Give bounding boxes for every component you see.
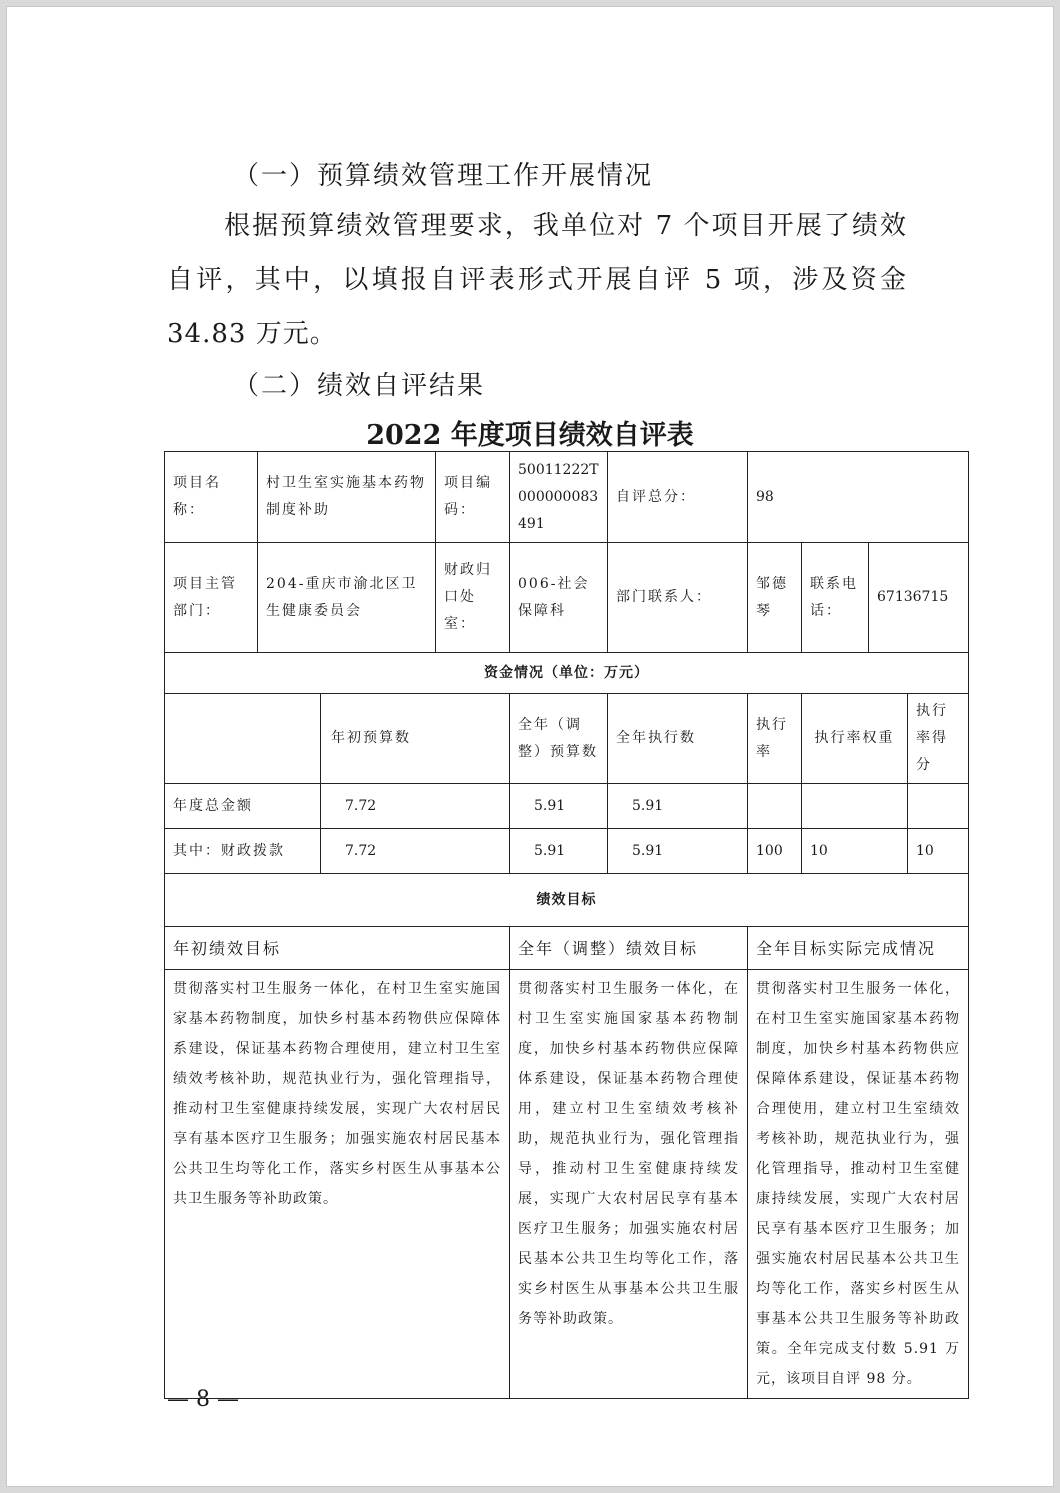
table-row <box>165 874 969 927</box>
document-page <box>6 6 1054 1487</box>
cell-execution-score <box>908 784 969 829</box>
contact-label: 部门联系人： <box>608 543 748 653</box>
row-label: 年度总金额 <box>165 784 321 829</box>
table-row <box>165 452 969 543</box>
table-row <box>165 784 969 829</box>
project-code-value: 50011222T000000083491 <box>510 452 608 543</box>
project-name-label: 项目名称： <box>165 452 258 543</box>
table-row <box>165 927 969 970</box>
project-name-value: 村卫生室实施基本药物制度补助 <box>258 452 436 543</box>
cell-annual-execution: 5.91 <box>608 829 748 874</box>
section1-heading: （一）预算绩效管理工作开展情况 <box>233 161 654 191</box>
table-row <box>165 829 969 874</box>
table-row <box>165 694 969 784</box>
table-row <box>165 543 969 653</box>
table-row <box>165 653 969 694</box>
cell-execution-weight: 10 <box>802 829 908 874</box>
cell-annual-execution: 5.91 <box>608 784 748 829</box>
col-adjusted-budget: 全年（调整）预算数 <box>510 694 608 784</box>
goal-col2-title: 全年（调整）绩效目标 <box>510 927 748 970</box>
goal-col3-text: 贯彻落实村卫生服务一体化，在村卫生室实施国家基本药物制度，加快乡村基本药物供应保障体系建设，保证基本药物合理使用，建立村卫生室绩效考核补助，规范执业行为，强化管理指导，推动村卫生室健康持续发展，实现广大农村居民享有基本医疗卫生服务；加强实施农村居民基本公共卫生均等化工作，落实乡村医生从事基本公共卫生服务等补助政策。全年完成支付数 5.91 万元，该项目自评 98 分。 <box>748 970 969 1399</box>
paragraph-text: 根据预算绩效管理要求，我单位对 7 个项目开展了绩效自评，其中，以填报自评表形式开展自评 5 项，涉及资金 34.83 万元。 <box>167 211 907 349</box>
dept-label: 项目主管部门： <box>165 543 258 653</box>
score-value: 98 <box>748 452 969 543</box>
page-number: — 8 — <box>167 1387 239 1412</box>
table-row <box>165 970 969 1399</box>
phone-label: 联系电话： <box>802 543 869 653</box>
col-execution-weight: 执行率权重 <box>802 694 908 784</box>
section2-heading: （二）绩效自评结果 <box>233 371 486 401</box>
project-code-label: 项目编码： <box>436 452 510 543</box>
goal-col3-title: 全年目标实际完成情况 <box>748 927 969 970</box>
goal-col2-text: 贯彻落实村卫生服务一体化，在村卫生室实施国家基本药物制度，加快乡村基本药物供应保障体系建设，保证基本药物合理使用，建立村卫生室绩效考核补助，规范执业行为，强化管理指导，推动村卫生室健康持续发展，实现广大农村居民享有基本医疗卫生服务；加强实施农村居民基本公共卫生均等化工作，落实乡村医生从事基本公共卫生服务等补助政策。 <box>510 970 748 1399</box>
cell-execution-rate: 100 <box>748 829 802 874</box>
score-label: 自评总分： <box>608 452 748 543</box>
cell-initial-budget: 7.72 <box>321 784 510 829</box>
cell-execution-score: 10 <box>908 829 969 874</box>
cell-adjusted-budget: 5.91 <box>510 829 608 874</box>
self-evaluation-table <box>164 451 969 1399</box>
col-annual-execution: 全年执行数 <box>608 694 748 784</box>
cell-initial-budget: 7.72 <box>321 829 510 874</box>
phone-value: 67136715 <box>869 543 969 653</box>
table-title: 2022 年度项目绩效自评表 <box>366 420 694 451</box>
contact-value: 邹德琴 <box>748 543 802 653</box>
row-label: 其中：财政拨款 <box>165 829 321 874</box>
dept-value: 204-重庆市渝北区卫生健康委员会 <box>258 543 436 653</box>
goal-col1-title: 年初绩效目标 <box>165 927 510 970</box>
body-paragraph <box>167 199 907 361</box>
goals-header: 绩效目标 <box>165 874 969 927</box>
funds-header: 资金情况（单位：万元） <box>165 653 969 694</box>
goal-col1-text: 贯彻落实村卫生服务一体化，在村卫生室实施国家基本药物制度，加快乡村基本药物供应保障体系建设，保证基本药物合理使用，建立村卫生室绩效考核补助，规范执业行为，强化管理指导，推动村卫生室健康持续发展，实现广大农村居民享有基本医疗卫生服务；加强实施农村居民基本公共卫生均等化工作，落实乡村医生从事基本公共卫生服务等补助政策。 <box>165 970 510 1399</box>
col-execution-rate: 执行率 <box>748 694 802 784</box>
finance-value: 006-社会保障科 <box>510 543 608 653</box>
finance-label: 财政归口处室： <box>436 543 510 653</box>
cell-execution-weight <box>802 784 908 829</box>
cell-adjusted-budget: 5.91 <box>510 784 608 829</box>
cell-execution-rate <box>748 784 802 829</box>
funds-corner-cell <box>165 694 321 784</box>
col-initial-budget: 年初预算数 <box>321 694 510 784</box>
col-execution-score: 执行率得分 <box>908 694 969 784</box>
